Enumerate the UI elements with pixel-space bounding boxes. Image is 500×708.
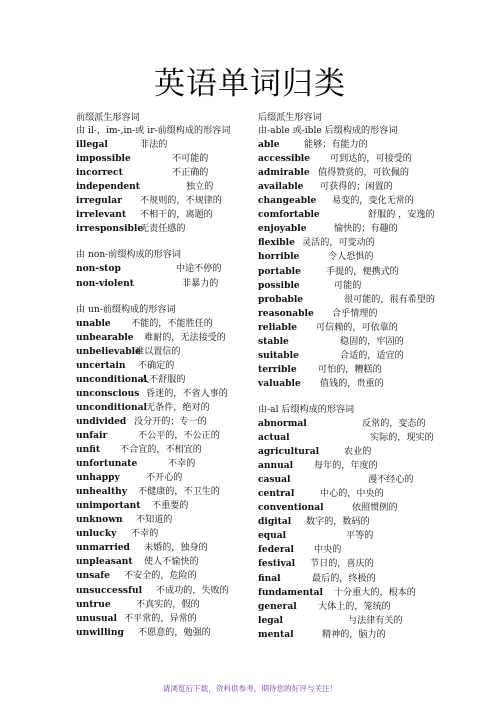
chinese-meaning: 节日的，喜庆的 xyxy=(310,559,374,570)
section-heading: 由 il-，im-,in-或 ir-前缀构成的形容词 xyxy=(76,126,231,137)
english-word: unable xyxy=(76,317,111,329)
word-entry xyxy=(258,557,450,571)
word-entry xyxy=(76,457,272,471)
english-word: unconscious xyxy=(76,387,140,399)
chinese-meaning: 舒服的 ，安逸的 xyxy=(368,210,435,221)
english-word: festival xyxy=(258,558,296,570)
word-entry xyxy=(76,152,272,166)
word-entry xyxy=(258,138,450,152)
chinese-meaning: 精神的，脑力的 xyxy=(322,629,386,640)
word-entry xyxy=(258,501,450,515)
chinese-meaning: 合适的，适宜的 xyxy=(340,350,404,361)
chinese-meaning: 不确定的 xyxy=(138,360,175,371)
chinese-meaning: 能够；有能力的 xyxy=(304,140,368,151)
chinese-meaning: 十分重大的，根本的 xyxy=(334,587,416,598)
word-entry xyxy=(76,598,272,612)
word-entry xyxy=(76,626,272,640)
section-heading: 由-able 或-ible 后缀构成的形容词 xyxy=(258,126,398,137)
english-word: unsuccessful xyxy=(76,584,143,596)
word-entry xyxy=(76,359,272,373)
word-section xyxy=(258,404,450,642)
page-title: 英语单词归类 xyxy=(154,66,346,102)
chinese-meaning: 不平常的，异常的 xyxy=(124,613,197,624)
english-word: able xyxy=(258,139,280,151)
chinese-meaning: 不幸的 xyxy=(168,459,196,470)
english-word: terrible xyxy=(258,363,297,375)
chinese-meaning: 每年的，年度的 xyxy=(314,461,378,472)
chinese-meaning: 中心的，中央的 xyxy=(320,489,384,500)
word-entry xyxy=(258,250,450,264)
english-word: irrelevant xyxy=(76,209,127,221)
word-entry xyxy=(76,277,272,291)
left-column xyxy=(76,112,272,653)
word-section xyxy=(76,112,272,236)
english-word: unmarried xyxy=(76,542,130,554)
word-entry xyxy=(258,166,450,180)
chinese-meaning: 不可能的 xyxy=(172,154,209,165)
english-word: flexible xyxy=(258,237,295,249)
english-word: unusual xyxy=(76,612,117,624)
word-entry xyxy=(258,572,450,586)
english-word: reliable xyxy=(258,321,297,333)
chinese-meaning: 实际的，现实的 xyxy=(370,433,434,444)
word-entry xyxy=(76,541,272,555)
word-entry xyxy=(76,345,272,359)
english-word: digital xyxy=(258,516,292,528)
chinese-meaning: 不真实的，假的 xyxy=(136,599,200,610)
chinese-meaning: 不知道的 xyxy=(136,515,173,526)
english-word: non-violent xyxy=(76,277,134,289)
chinese-meaning: 未婚的，独身的 xyxy=(144,543,208,554)
word-entry xyxy=(258,208,450,222)
word-entry xyxy=(258,307,450,321)
word-entry xyxy=(258,265,450,279)
word-entry xyxy=(258,152,450,166)
word-entry xyxy=(76,584,272,598)
chinese-meaning: 平等的 xyxy=(346,531,374,542)
english-word: mental xyxy=(258,628,294,640)
word-entry xyxy=(76,317,272,331)
chinese-meaning: 不合宜的，不相宜的 xyxy=(120,445,202,456)
english-word: unwilling xyxy=(76,626,124,638)
word-entry xyxy=(76,222,272,236)
chinese-meaning: 不幸的 xyxy=(131,529,159,540)
chinese-meaning: 昏迷的，不省人事的 xyxy=(146,388,228,399)
chinese-meaning: 中央的 xyxy=(314,545,342,556)
word-entry xyxy=(76,612,272,626)
english-word: unhealthy xyxy=(76,486,128,498)
english-word: possible xyxy=(258,279,300,291)
word-entry xyxy=(76,138,272,152)
word-entry xyxy=(258,194,450,208)
english-word: general xyxy=(258,600,297,612)
word-entry xyxy=(258,363,450,377)
chinese-meaning: 大体上的，笼统的 xyxy=(318,601,391,612)
english-word: non-stop xyxy=(76,263,121,275)
english-word: probable xyxy=(258,293,304,305)
english-word: admirable xyxy=(258,167,310,179)
english-word: valuable xyxy=(258,377,301,389)
english-word: irregular xyxy=(76,195,122,207)
english-word: conventional xyxy=(258,502,324,514)
english-word: central xyxy=(258,488,295,500)
english-word: changeable xyxy=(258,195,317,207)
word-entry xyxy=(76,429,272,443)
chinese-meaning: 人不舒服的 xyxy=(140,374,186,385)
word-entry xyxy=(258,445,450,459)
word-entry xyxy=(258,236,450,250)
chinese-meaning: 很可能的，很有希望的 xyxy=(344,294,435,305)
english-word: annual xyxy=(258,460,294,472)
english-word: undivided xyxy=(76,415,127,427)
word-entry xyxy=(258,279,450,293)
english-word: incorrect xyxy=(76,167,123,179)
word-entry xyxy=(76,443,272,457)
word-entry xyxy=(258,222,450,236)
word-entry xyxy=(76,180,272,194)
chinese-meaning: 无条件，绝对的 xyxy=(146,402,210,413)
chinese-meaning: 不规则的，不规律的 xyxy=(140,196,222,207)
english-word: untrue xyxy=(76,598,111,610)
word-entry xyxy=(258,349,450,363)
chinese-meaning: 手提的，便携式的 xyxy=(326,266,399,277)
chinese-meaning: 农业的 xyxy=(344,447,372,458)
chinese-meaning: 反常的，变态的 xyxy=(362,418,426,429)
chinese-meaning: 不正确的 xyxy=(172,168,209,179)
english-word: federal xyxy=(258,544,294,556)
right-column xyxy=(258,112,450,655)
english-word: unconditional xyxy=(76,373,147,385)
english-word: unimportant xyxy=(76,500,141,512)
word-entry xyxy=(258,321,450,335)
footer-note: 请浏览后下载，资料供参考，期待您的好评与关注！ xyxy=(162,684,338,693)
chinese-meaning: 难耐的，无法接受的 xyxy=(144,332,226,343)
english-word: horrible xyxy=(258,251,300,263)
english-word: impossible xyxy=(76,153,131,165)
chinese-meaning: 灵活的，可变动的 xyxy=(302,238,375,249)
word-entry xyxy=(258,515,450,529)
english-word: abnormal xyxy=(258,417,307,429)
english-word: actual xyxy=(258,432,290,444)
chinese-meaning: 与法律有关的 xyxy=(348,615,403,626)
chinese-meaning: 不愿意的，勉强的 xyxy=(138,627,211,638)
chinese-meaning: 独立的 xyxy=(186,182,214,193)
word-entry xyxy=(258,293,450,307)
word-entry xyxy=(76,194,272,208)
chinese-meaning: 非暴力的 xyxy=(182,278,219,289)
english-word: portable xyxy=(258,265,301,277)
word-entry xyxy=(258,431,450,445)
word-entry xyxy=(76,527,272,541)
section-heading: 由 non-前缀构成的形容词 xyxy=(76,250,181,261)
english-word: irresponsible xyxy=(76,223,144,235)
chinese-meaning: 不安全的，危险的 xyxy=(124,571,197,582)
word-entry xyxy=(76,555,272,569)
word-section xyxy=(258,112,450,391)
english-word: unhappy xyxy=(76,472,120,484)
english-word: enjoyable xyxy=(258,223,307,235)
chinese-meaning: 数字的，数码的 xyxy=(306,517,370,528)
word-section xyxy=(76,304,272,640)
english-word: reasonable xyxy=(258,307,314,319)
chinese-meaning: 不相干的，离题的 xyxy=(140,210,213,221)
english-word: accessible xyxy=(258,153,311,165)
chinese-meaning: 不成功的，失败的 xyxy=(156,585,229,596)
word-entry xyxy=(258,543,450,557)
word-entry xyxy=(258,335,450,349)
english-word: unbelievable xyxy=(76,345,141,357)
word-entry xyxy=(76,208,272,222)
section-heading: 后缀派生形容词 xyxy=(258,113,322,123)
chinese-meaning: 稳固的，牢固的 xyxy=(340,336,404,347)
word-entry xyxy=(258,586,450,600)
word-entry xyxy=(258,377,450,391)
english-word: unbearable xyxy=(76,331,134,343)
word-entry xyxy=(76,331,272,345)
english-word: illegal xyxy=(76,139,108,151)
word-entry xyxy=(76,166,272,180)
english-word: final xyxy=(258,572,281,584)
word-entry xyxy=(76,262,272,276)
chinese-meaning: 没分开的；专一的 xyxy=(134,416,207,427)
english-word: unfit xyxy=(76,444,101,456)
english-word: agricultural xyxy=(258,446,320,458)
english-word: stable xyxy=(258,335,289,347)
word-section xyxy=(76,249,272,290)
english-word: unlucky xyxy=(76,528,117,540)
english-word: suitable xyxy=(258,349,299,361)
english-word: equal xyxy=(258,530,287,542)
chinese-meaning: 难以置信的 xyxy=(135,346,181,357)
word-entry xyxy=(76,513,272,527)
word-entry xyxy=(258,180,450,194)
chinese-meaning: 可信赖的，可依靠的 xyxy=(316,322,398,333)
english-word: unfair xyxy=(76,429,108,441)
word-entry xyxy=(76,387,272,401)
chinese-meaning: 中途不停的 xyxy=(176,264,222,275)
english-word: unfortunate xyxy=(76,458,138,470)
english-word: casual xyxy=(258,474,291,486)
english-word: unpleasant xyxy=(76,556,133,568)
chinese-meaning: 不公平的，不公正的 xyxy=(138,430,220,441)
chinese-meaning: 不能的，不能胜任的 xyxy=(131,318,213,329)
chinese-meaning: 易变的，变化无常的 xyxy=(332,196,414,207)
chinese-meaning: 不健康的，不卫生的 xyxy=(138,487,220,498)
chinese-meaning: 非法的 xyxy=(140,140,168,151)
chinese-meaning: 无责任感的 xyxy=(140,224,186,235)
english-word: legal xyxy=(258,614,283,626)
chinese-meaning: 可能的 xyxy=(334,280,362,291)
word-entry xyxy=(76,373,272,387)
section-heading: 由 un-前缀构成的形容词 xyxy=(76,304,176,315)
word-entry xyxy=(258,417,450,431)
english-word: available xyxy=(258,181,304,193)
chinese-meaning: 愉快的；有趣的 xyxy=(334,224,398,235)
english-word: unknown xyxy=(76,514,123,526)
english-word: unconditional xyxy=(76,401,147,413)
english-word: unsafe xyxy=(76,570,110,582)
word-entry xyxy=(76,569,272,583)
chinese-meaning: 值钱的，贵重的 xyxy=(320,378,384,389)
chinese-meaning: 最后的，终极的 xyxy=(312,573,376,584)
english-word: uncertain xyxy=(76,359,126,371)
chinese-meaning: 不开心的 xyxy=(146,473,183,484)
word-entry xyxy=(76,401,272,415)
chinese-meaning: 令人恐惧的 xyxy=(328,252,374,263)
word-entry xyxy=(258,614,450,628)
word-entry xyxy=(76,499,272,513)
chinese-meaning: 依照惯例的 xyxy=(352,503,398,514)
word-entry xyxy=(258,459,450,473)
word-entry xyxy=(76,485,272,499)
chinese-meaning: 不重要的 xyxy=(152,501,189,512)
chinese-meaning: 可到达的，可接受的 xyxy=(330,154,412,165)
english-word: independent xyxy=(76,181,140,193)
chinese-meaning: 可获得的；闲置的 xyxy=(320,182,393,193)
word-entry xyxy=(258,529,450,543)
chinese-meaning: 漫不经心的 xyxy=(368,475,414,486)
chinese-meaning: 使人不愉快的 xyxy=(144,557,199,568)
section-heading: 前缀派生形容词 xyxy=(76,113,140,123)
word-entry xyxy=(258,600,450,614)
word-entry xyxy=(258,487,450,501)
english-word: comfortable xyxy=(258,209,320,221)
word-entry xyxy=(76,471,272,485)
chinese-meaning: 可怕的，糟糕的 xyxy=(318,364,382,375)
word-entry xyxy=(258,473,450,487)
word-entry xyxy=(76,415,272,429)
chinese-meaning: 值得赞赏的，可钦佩的 xyxy=(318,168,409,179)
english-word: fundamental xyxy=(258,586,323,598)
chinese-meaning: 合乎情理的 xyxy=(332,308,378,319)
section-heading: 由-al 后缀构成的形容词 xyxy=(258,404,355,415)
word-entry xyxy=(258,628,450,642)
